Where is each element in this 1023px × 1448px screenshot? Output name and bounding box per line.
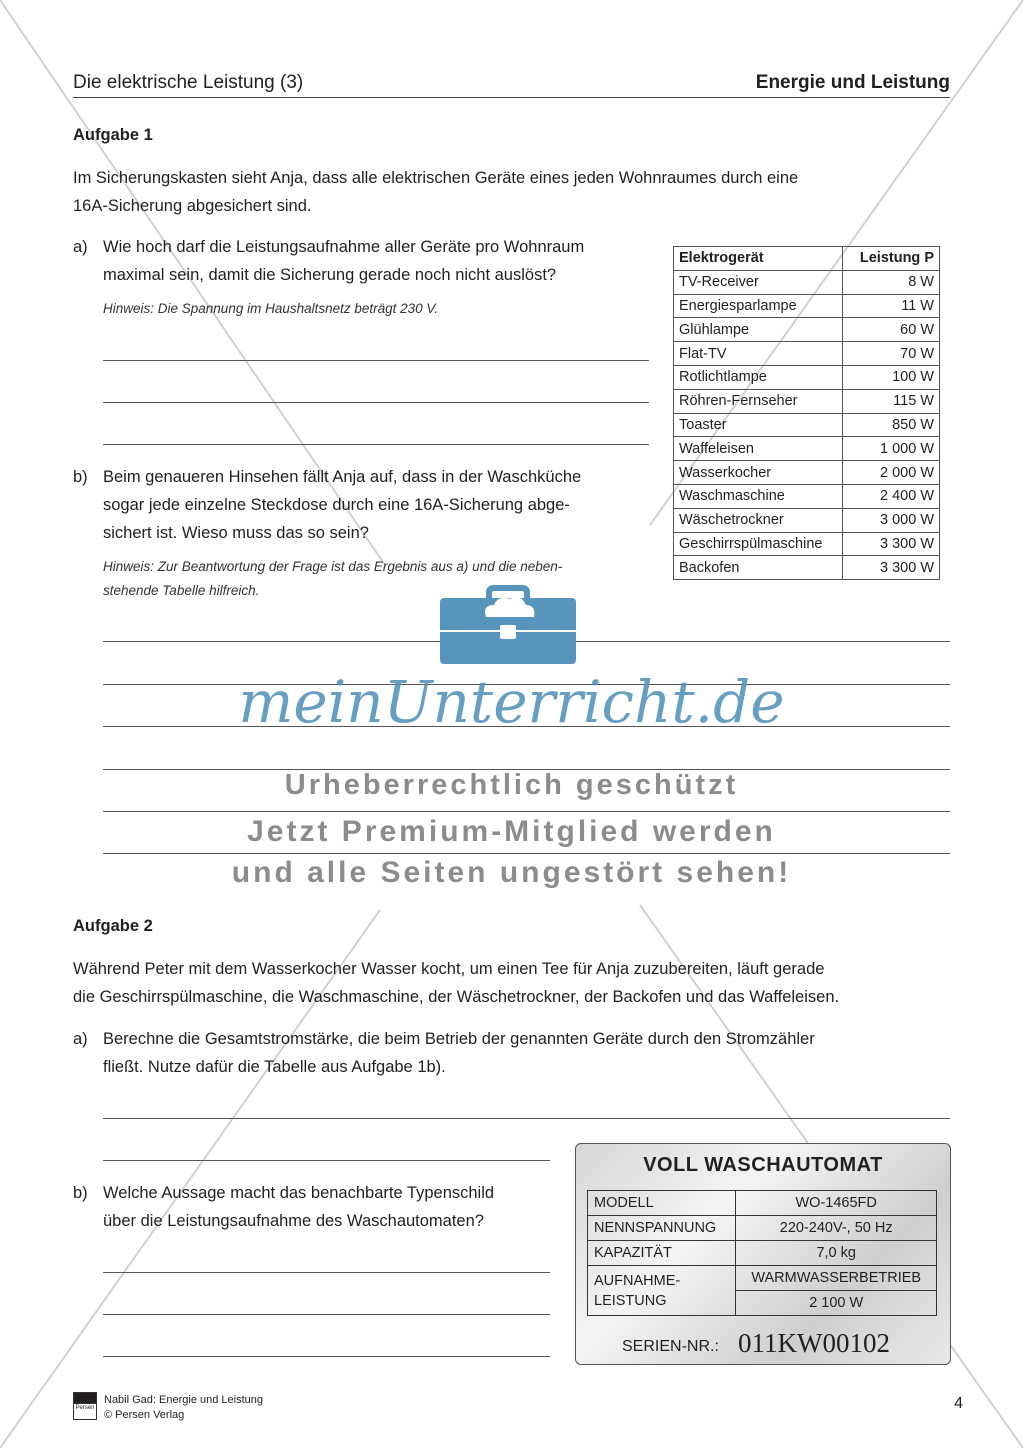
briefcase-cloud-icon <box>438 583 578 665</box>
task2-question-b-line1: Welche Aussage macht das benachbarte Typenschild <box>103 1184 495 1202</box>
table-row <box>674 437 940 461</box>
plate-value-power: 2 100 W <box>736 1291 937 1316</box>
device-power-cell: 70 W <box>843 342 940 366</box>
answer-line[interactable] <box>103 444 649 445</box>
device-power-cell: 8 W <box>843 270 940 294</box>
plate-row-power-mode <box>588 1266 937 1291</box>
column-header-power: Leistung P <box>843 247 940 271</box>
question-a-label: a) <box>73 238 88 256</box>
task2-question-a-line2: fließt. Nutze dafür die Tabelle aus Aufgabe 1b). <box>103 1058 446 1076</box>
plate-serial-value: 011KW00102 <box>738 1328 890 1358</box>
table-row <box>674 484 940 508</box>
device-power-cell: 11 W <box>843 294 940 318</box>
table-row <box>674 342 940 366</box>
device-power-cell: 3 300 W <box>843 556 940 580</box>
question-b-label: b) <box>73 468 88 486</box>
plate-value-power-mode: WARMWASSERBETRIEB <box>736 1266 937 1291</box>
task2-intro <box>73 955 839 1011</box>
hint-b-line1: Hinweis: Zur Beantwortung der Frage ist das Ergebnis aus a) und die neben- <box>103 559 563 574</box>
footer-line1: Nabil Gad: Energie und Leistung <box>104 1394 263 1406</box>
answer-line[interactable] <box>103 853 950 854</box>
device-power-cell: 60 W <box>843 318 940 342</box>
plate-label-power-line1: AUFNAHME- <box>594 1272 681 1289</box>
table-row <box>674 461 940 485</box>
answer-line[interactable] <box>103 1118 950 1119</box>
footer-line2: © Persen Verlag <box>104 1409 185 1421</box>
answer-line[interactable] <box>103 1314 550 1315</box>
task1-question-b <box>73 463 653 547</box>
device-power-cell: 3 300 W <box>843 532 940 556</box>
question-a-line2: maximal sein, damit die Sicherung gerade noch nicht auslöst? <box>103 266 557 284</box>
publisher-logo-text: Persen <box>75 1405 95 1411</box>
publisher-logo <box>73 1392 97 1420</box>
table-row <box>674 365 940 389</box>
answer-line[interactable] <box>103 1356 550 1357</box>
plate-serial-label: SERIEN-NR.: <box>622 1338 719 1355</box>
table-row <box>674 389 940 413</box>
plate-value-capacity: 7,0 kg <box>736 1241 937 1266</box>
question-b-line3: sichert ist. Wieso muss das so sein? <box>103 524 369 542</box>
device-power-cell: 3 000 W <box>843 508 940 532</box>
plate-label-model: MODELL <box>588 1191 736 1216</box>
table-header-row <box>674 247 940 271</box>
question-b-line1: Beim genaueren Hinsehen fällt Anja auf, dass in der Waschküche <box>103 468 582 486</box>
device-name-cell: Backofen <box>674 556 843 580</box>
watermark-site-name: meinUnterricht.de <box>238 668 785 736</box>
plate-label-voltage: NENNSPANNUNG <box>588 1216 736 1241</box>
device-power-cell: 100 W <box>843 365 940 389</box>
plate-value-model: WO-1465FD <box>736 1191 937 1216</box>
device-name-cell: Waffeleisen <box>674 437 843 461</box>
type-plate <box>575 1143 951 1365</box>
device-name-cell: TV-Receiver <box>674 270 843 294</box>
table-row <box>674 508 940 532</box>
answer-line[interactable] <box>103 1272 550 1273</box>
plate-row-capacity <box>588 1241 937 1266</box>
plate-value-voltage: 220-240V-, 50 Hz <box>736 1216 937 1241</box>
task1-intro <box>73 164 798 220</box>
question-a-line1: Wie hoch darf die Leistungsaufnahme aller Geräte pro Wohnraum <box>103 238 585 256</box>
device-power-cell: 115 W <box>843 389 940 413</box>
device-power-cell: 1 000 W <box>843 437 940 461</box>
device-power-cell: 2 000 W <box>843 461 940 485</box>
device-name-cell: Flat-TV <box>674 342 843 366</box>
plate-label-power <box>588 1266 736 1316</box>
task2-question-a <box>73 1025 953 1081</box>
page-number: 4 <box>954 1395 963 1412</box>
header-divider <box>73 97 950 98</box>
footer-credits <box>104 1393 263 1423</box>
task1-intro-line1: Im Sicherungskasten sieht Anja, dass alle elektrischen Geräte eines jeden Wohnraumes durch eine <box>73 169 799 187</box>
task2-intro-line2: die Geschirrspülmaschine, die Waschmaschine, der Wäschetrockner, der Backofen und das Waffeleisen. <box>73 988 840 1006</box>
device-name-cell: Röhren-Fernseher <box>674 389 843 413</box>
answer-line[interactable] <box>103 1160 550 1161</box>
table-row <box>674 556 940 580</box>
hint-b-line2: stehende Tabelle hilfreich. <box>103 583 260 598</box>
watermark-premium-line2: und alle Seiten ungestört sehen! <box>231 856 792 889</box>
plate-label-capacity: KAPAZITÄT <box>588 1241 736 1266</box>
device-power-cell: 2 400 W <box>843 484 940 508</box>
device-name-cell: Waschmaschine <box>674 484 843 508</box>
question-b-label: b) <box>73 1184 88 1202</box>
table-row <box>674 270 940 294</box>
plate-label-power-line2: LEISTUNG <box>594 1292 667 1309</box>
question-a-label: a) <box>73 1030 88 1048</box>
answer-line[interactable] <box>103 360 649 361</box>
table-row <box>674 294 940 318</box>
device-name-cell: Energiesparlampe <box>674 294 843 318</box>
task1-heading: Aufgabe 1 <box>73 126 153 144</box>
task2-question-a-line1: Berechne die Gesamtstromstärke, die beim Betrieb der genannten Geräte durch den Stromzähler <box>103 1030 815 1048</box>
task2-question-b <box>73 1179 553 1235</box>
table-row <box>674 413 940 437</box>
column-header-device: Elektrogerät <box>674 247 843 271</box>
table-row <box>674 318 940 342</box>
answer-line[interactable] <box>103 402 649 403</box>
task1-intro-line2: 16A-Sicherung abgesichert sind. <box>73 197 312 215</box>
device-name-cell: Toaster <box>674 413 843 437</box>
table-row <box>674 532 940 556</box>
task2-heading: Aufgabe 2 <box>73 917 153 935</box>
task1-question-a <box>73 233 653 289</box>
question-b-line2: sogar jede einzelne Steckdose durch eine 16A-Sicherung abge- <box>103 496 570 514</box>
type-plate-table <box>587 1190 937 1316</box>
plate-row-voltage <box>588 1216 937 1241</box>
task2-question-b-line2: über die Leistungsaufnahme des Waschautomaten? <box>103 1212 484 1230</box>
watermark-copyright: Urheberrechtlich geschützt <box>284 769 739 801</box>
header-topic: Energie und Leistung <box>755 72 950 93</box>
task2-intro-line1: Während Peter mit dem Wasserkocher Wasser kocht, um einen Tee für Anja zuzubereiten, läuft gerade <box>73 960 825 978</box>
device-power-table <box>673 246 940 580</box>
device-name-cell: Rotlichtlampe <box>674 365 843 389</box>
answer-line[interactable] <box>103 811 950 812</box>
header-title: Die elektrische Leistung (3) <box>73 72 304 93</box>
watermark-premium-line1: Jetzt Premium-Mitglied werden <box>247 815 776 848</box>
device-name-cell: Geschirrspülmaschine <box>674 532 843 556</box>
type-plate-title: VOLL WASCHAUTOMAT <box>643 1154 883 1176</box>
device-power-cell: 850 W <box>843 413 940 437</box>
task1-hint-a: Hinweis: Die Spannung im Haushaltsnetz beträgt 230 V. <box>103 301 439 316</box>
device-name-cell: Wasserkocher <box>674 461 843 485</box>
plate-row-model <box>588 1191 937 1216</box>
device-name-cell: Glühlampe <box>674 318 843 342</box>
device-name-cell: Wäschetrockner <box>674 508 843 532</box>
